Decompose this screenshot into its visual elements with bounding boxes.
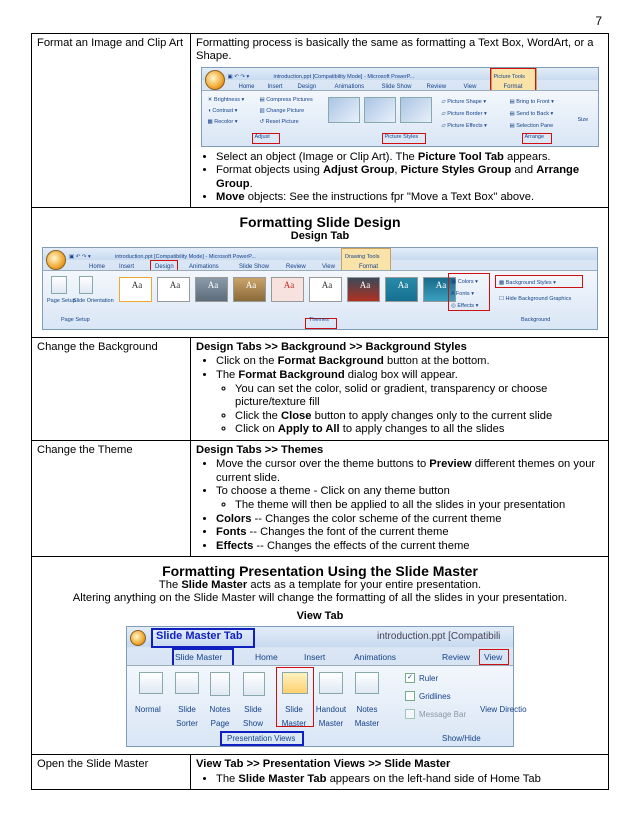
ruler-checkbox[interactable]: ✓ <box>405 673 415 683</box>
tab-home[interactable]: Home <box>238 83 255 90</box>
picture-style-thumb[interactable] <box>400 97 432 123</box>
tab-insert[interactable]: Insert <box>119 263 135 270</box>
row-label: Change the Theme <box>32 440 191 556</box>
window-title: introduction.ppt [Compatibili <box>377 631 501 643</box>
menu-path: Design Tabs >> Themes <box>196 443 324 456</box>
list-item: • Colors -- Changes the color scheme of the current theme <box>216 513 603 526</box>
tab-design[interactable]: Design <box>155 263 174 270</box>
selection-pane-button[interactable]: ▤ Selection Pane <box>509 122 554 129</box>
slide-sorter-icon[interactable] <box>175 672 199 694</box>
tab-slide-master[interactable]: Slide Master <box>175 652 223 663</box>
theme-thumb[interactable]: Aa <box>423 277 456 302</box>
tab-review[interactable]: Review <box>442 652 470 663</box>
table-row <box>32 337 609 440</box>
view-tab-highlight <box>479 649 509 665</box>
design-ribbon-screenshot <box>42 247 598 330</box>
notes-master-icon[interactable] <box>355 672 379 694</box>
tab-home[interactable]: Home <box>255 652 278 663</box>
section-subheading: Design Tab <box>290 230 350 243</box>
tab-slide-show[interactable]: Slide Show <box>239 263 270 270</box>
list-item: • Fonts -- Changes the font of the current theme <box>216 526 603 539</box>
notes-master-button[interactable]: Notes Master <box>354 705 380 728</box>
page-setup-button[interactable]: Page Setup <box>47 297 76 304</box>
list-item: • Click on the Format Background button at the bottom. <box>216 355 603 368</box>
theme-thumb[interactable]: Aa <box>157 277 190 302</box>
theme-thumb[interactable]: Aa <box>347 277 380 302</box>
row-content <box>191 755 609 790</box>
gridlines-checkbox[interactable] <box>405 691 415 701</box>
effects-button[interactable]: ◎ Effects ▾ <box>451 302 479 309</box>
hide-background-graphics-checkbox[interactable]: ☐ Hide Background Graphics <box>499 295 572 302</box>
arrange-group-label: Arrange <box>524 134 545 141</box>
row-content <box>191 440 609 556</box>
tab-format[interactable]: Format <box>503 83 523 90</box>
row-content <box>191 34 609 208</box>
theme-thumb[interactable]: Aa <box>119 277 152 302</box>
bullet-list <box>196 355 603 436</box>
instruction-table <box>31 33 609 790</box>
theme-thumb[interactable]: Aa <box>309 277 342 302</box>
menu-path: Design Tabs >> Background >> Background Styles <box>196 340 467 353</box>
tab-insert[interactable]: Insert <box>304 652 326 663</box>
slide-show-icon[interactable] <box>243 672 265 696</box>
menu-path: View Tab >> Presentation Views >> Slide Master <box>196 758 451 771</box>
recolor-button[interactable]: ▩ Recolor ▾ <box>207 118 238 125</box>
table-row <box>32 556 609 754</box>
fonts-button[interactable]: A Fonts ▾ <box>451 290 474 297</box>
table-row <box>32 440 609 556</box>
brightness-button[interactable]: ☀ Brightness ▾ <box>207 96 245 103</box>
notes-page-icon[interactable] <box>210 672 230 696</box>
bullet-list <box>196 773 603 786</box>
page-setup-icon[interactable] <box>51 276 67 294</box>
list-item: ◦ Click the Close button to apply changes only to the current slide <box>235 410 603 423</box>
background-styles-button[interactable]: ▩ Background Styles ▾ <box>499 279 556 286</box>
list-item: ◦ You can set the color, solid or gradient, transparency or choose picture/texture fill <box>235 383 603 410</box>
table-row <box>32 208 609 337</box>
tab-animations[interactable]: Animations <box>354 652 397 663</box>
tab-view[interactable]: View <box>322 263 335 270</box>
picture-style-thumb[interactable] <box>328 97 360 123</box>
window-title: introduction.ppt [Compatibility Mode] - Microsoft PowerP... <box>273 73 415 80</box>
normal-view-icon[interactable] <box>139 672 163 694</box>
theme-thumb[interactable]: Aa <box>195 277 228 302</box>
slide-show-button[interactable]: Slide Show <box>242 705 263 728</box>
tab-row <box>202 80 598 90</box>
tab-home[interactable]: Home <box>89 263 106 270</box>
change-picture-button[interactable]: ▥ Change Picture <box>259 107 305 114</box>
background-group-label: Background <box>521 317 551 324</box>
tab-insert[interactable]: Insert <box>267 83 283 90</box>
handout-master-icon[interactable] <box>319 672 343 694</box>
quick-access-icon: ▣ ↶ ↷ ▾ <box>227 73 250 80</box>
bring-to-front-button[interactable]: ▤ Bring to Front ▾ <box>509 98 554 105</box>
context-tab-group: Drawing Tools <box>345 253 380 260</box>
message-bar-label: Message Bar <box>419 710 467 720</box>
theme-thumb[interactable]: Aa <box>271 277 304 302</box>
picture-style-thumb[interactable] <box>364 97 396 123</box>
master-section <box>32 556 609 754</box>
reset-picture-button[interactable]: ↺ Reset Picture <box>259 118 299 125</box>
tab-format[interactable]: Format <box>359 263 379 270</box>
tab-row <box>43 260 597 270</box>
intro-text: Formatting process is basically the same as formatting a Text Box, WordArt, or a Shape. <box>196 37 594 63</box>
row-label: Change the Background <box>32 337 191 440</box>
tab-animations[interactable]: Animations <box>189 263 219 270</box>
window-title: introduction.ppt [Compatibility Mode] - Microsoft PowerP... <box>115 253 256 260</box>
list-item: ◦ Click on Apply to All to apply changes to all the slides <box>235 423 603 436</box>
list-item: • Format objects using Adjust Group, Picture Styles Group and Arrange Group. <box>216 164 603 191</box>
picture-tools-ribbon-screenshot <box>201 67 599 147</box>
list-item: • The Slide Master Tab appears on the left-hand side of Home Tab <box>216 773 603 786</box>
page-setup-group-label: Page Setup <box>61 317 90 324</box>
tab-animations[interactable]: Animations <box>334 83 365 90</box>
presentation-views-group-label: Presentation Views <box>227 733 296 743</box>
tab-design[interactable]: Design <box>297 83 317 90</box>
row-content <box>191 337 609 440</box>
list-item: ◦ The theme will then be applied to all the slides in your presentation <box>235 499 603 512</box>
slide-orientation-button[interactable]: Slide Orientation <box>73 297 114 304</box>
handout-master-button[interactable]: Handout Master <box>315 705 347 728</box>
view-direction-button[interactable]: View Directio <box>480 705 527 715</box>
tab-review[interactable]: Review <box>286 263 306 270</box>
picture-shape-button[interactable]: ▱ Picture Shape ▾ <box>441 98 487 105</box>
picture-styles-group-label: Picture Styles <box>384 134 419 141</box>
context-tab-group: Picture Tools <box>493 73 525 80</box>
tab-view[interactable]: View <box>463 83 477 90</box>
theme-thumb[interactable]: Aa <box>233 277 266 302</box>
quick-access-icon: ▣ ↶ ↷ ▾ <box>69 253 91 260</box>
slide-orientation-icon[interactable] <box>79 276 93 294</box>
gridlines-label: Gridlines <box>419 692 451 702</box>
view-tab-ribbon-screenshot <box>126 626 527 747</box>
section-text: Altering anything on the Slide Master will change the formatting of all the slides in your presentation. <box>72 592 568 605</box>
section-subheading: View Tab <box>296 609 344 622</box>
picture-effects-button[interactable]: ▱ Picture Effects ▾ <box>441 122 487 129</box>
message-bar-checkbox[interactable] <box>405 709 415 719</box>
slide-sorter-button[interactable]: Slide Sorter <box>176 705 198 728</box>
picture-border-button[interactable]: ▱ Picture Border ▾ <box>441 110 487 117</box>
list-item: • Move the cursor over the theme buttons to Preview different themes on your current slide. <box>216 458 603 485</box>
send-to-back-button[interactable]: ▤ Send to Back ▾ <box>509 110 554 117</box>
section-text: The Slide Master acts as a template for your entire presentation. <box>158 578 482 591</box>
list-item: • Select an object (Image or Clip Art). The Picture Tool Tab appears. <box>216 151 603 164</box>
slide-master-tab-label: Slide Master Tab <box>156 630 243 643</box>
list-item: • Effects -- Changes the effects of the current theme <box>216 540 603 553</box>
compress-pictures-button[interactable]: ▤ Compress Pictures <box>259 96 313 103</box>
ruler-label: Ruler <box>419 674 439 684</box>
row-label: Open the Slide Master <box>32 755 191 790</box>
section-heading: Formatting Presentation Using the Slide Master <box>162 562 478 579</box>
section-heading: Formatting Slide Design <box>239 214 401 231</box>
colors-button[interactable]: ▦ Colors ▾ <box>451 278 478 285</box>
sub-list <box>216 383 603 437</box>
bullet-list <box>196 458 603 553</box>
themes-group-label: Themes <box>309 317 329 324</box>
page-number: 7 <box>595 14 602 28</box>
list-item: • To choose a theme - Click on any theme button ◦ The theme will then be applied to all the slides in your presentation <box>216 485 603 513</box>
tab-review[interactable]: Review <box>426 83 447 90</box>
notes-page-button[interactable]: Notes Page <box>209 705 231 728</box>
adjust-group-label: Adjust <box>254 134 270 141</box>
contrast-button[interactable]: ◑ Contrast ▾ <box>207 107 238 114</box>
list-item: • Move objects: See the instructions fpr "Move a Text Box" above. <box>216 191 603 204</box>
row-label: Format an Image and Clip Art <box>32 34 191 208</box>
sub-list <box>216 499 603 512</box>
table-row <box>32 34 609 208</box>
theme-thumb[interactable]: Aa <box>385 277 418 302</box>
show-hide-group-label: Show/Hide <box>442 733 481 743</box>
size-group-label: Size <box>577 116 589 123</box>
design-section <box>32 208 609 337</box>
normal-view-button[interactable]: Normal <box>135 705 161 715</box>
list-item: • The Format Background dialog box will appear. ◦ You can set the color, solid or gradient, transparency or choose picture/texture fill ◦ Click the Close button to apply changes only to the current slide ◦ Click on Apply to All to apply changes to all the slides <box>216 369 603 437</box>
tab-slide-show[interactable]: Slide Show <box>381 83 412 90</box>
slide-master-button[interactable]: Slide Master <box>281 705 307 728</box>
tab-view[interactable]: View <box>484 652 503 663</box>
table-row <box>32 755 609 790</box>
bullet-list <box>196 151 603 205</box>
